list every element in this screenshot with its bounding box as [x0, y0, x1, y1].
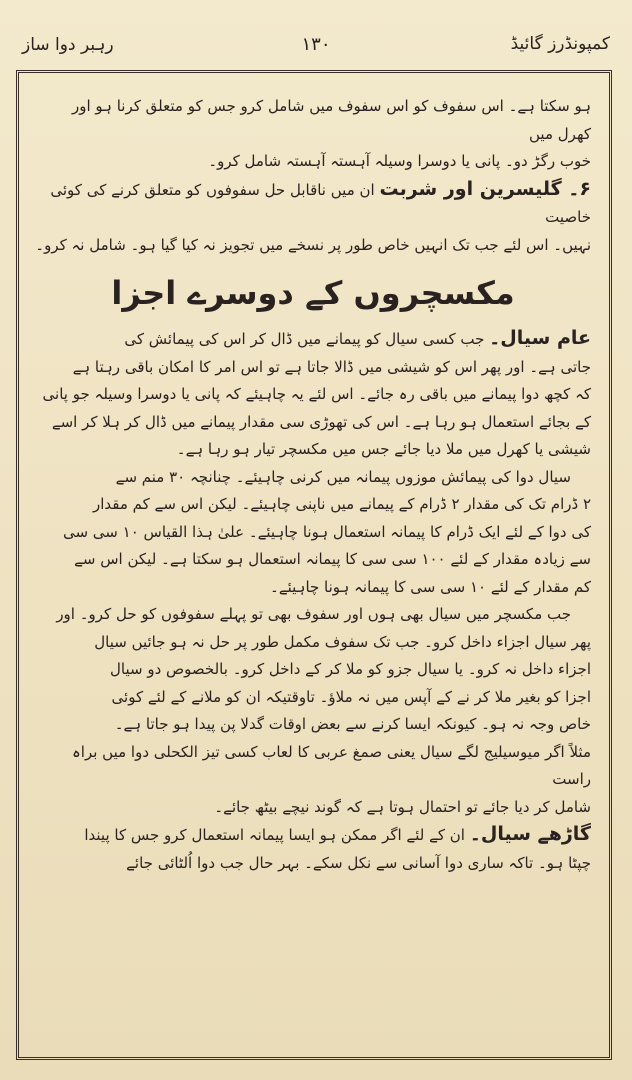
text-line — [35, 574, 591, 602]
text-line — [35, 850, 591, 878]
line-text: کے بجائے استعمال ہو رہا ہے۔ اس کی تھوڑی سی مقدار پیمانے میں ڈال کر ہلا کر اسے — [51, 412, 591, 431]
line-text: کہ کچھ دوا پیمانے میں باقی رہ جائے۔ اس لئے یہ چاہیئے کہ پانی یا دوسرا وسیلہ جو پانی — [42, 385, 591, 403]
book-title: کمپونڈرز گائیڈ — [510, 34, 610, 54]
text-line — [35, 794, 591, 822]
section-heading: مکسچروں کے دوسرے اجزا — [111, 274, 515, 312]
line-text: ان کے لئے اگر ممکن ہو ایسا پیمانہ استعمال کرو جس کا پیندا — [84, 826, 470, 844]
line-text: ان میں ناقابل حل سفوفوں کو متعلق کرنے کی کوئی خاصیت — [50, 180, 591, 226]
line-text: کم مقدار کے لئے ۱۰ سی سی کا پیمانہ ہونا چاہیئے۔ — [270, 577, 591, 596]
text-line — [35, 148, 591, 176]
text-line — [35, 491, 591, 519]
text-line — [35, 176, 591, 232]
text-line — [35, 684, 591, 712]
section-title: رہبر دوا ساز — [22, 35, 114, 55]
text-line — [35, 93, 591, 148]
text-line — [35, 464, 571, 492]
line-text: شامل کر دیا جائے تو احتمال ہوتا ہے کہ گوند نیچے بیٹھ جائے۔ — [214, 797, 591, 816]
line-text: شیشی یا کھرل میں ملا دیا جائے جس میں مکسچر تیار ہو رہا ہے۔ — [176, 440, 591, 458]
text-line — [35, 711, 591, 739]
line-text: سیال دوا کی پیمائش موزوں پیمانہ میں کرنی چاہیئے۔ چنانچہ ۳۰ منم سے — [115, 467, 571, 486]
line-text: سے زیادہ مقدار کے لئے ۱۰۰ سی سی کا پیمانہ استعمال ہو سکتا ہے۔ لیکن اس سے — [74, 550, 591, 568]
text-line — [35, 354, 591, 382]
term-label: عام سیال۔ — [489, 327, 591, 349]
text-line — [35, 656, 591, 684]
page-number: ۱۳۰ — [301, 34, 331, 55]
line-text: خاص وجہ نہ ہو۔ کیونکہ ایسا کرنے سے بعض اوقات گدلا پن پیدا ہو جاتا ہے۔ — [114, 715, 591, 733]
term-label: ۶۔ گلیسرین اور شربت — [379, 177, 591, 200]
text-line — [35, 232, 591, 260]
line-text: اجزا کو بغیر ملا کر نے کے آپس میں نہ ملاؤ۔ تاوقتیکہ ان کو ملانے کے لئے کوئی — [111, 687, 591, 706]
line-text: جاتی ہے۔ اور پھر اس کو شیشی میں ڈالا جاتا ہے تو اس امر کا امکان باقی رہتا ہے — [72, 357, 591, 376]
line-text: خوب رگڑ دو۔ پانی یا دوسرا وسیلہ آہستہ آہستہ شامل کرو۔ — [208, 152, 591, 170]
line-text: ہو سکتا ہے۔ اس سفوف کو اس سفوف میں شامل کرو جس کو متعلق کرنا ہو اور کھرل میں — [72, 97, 591, 143]
line-text: کی دوا کے لئے ایک ڈرام کا پیمانہ استعمال ہونا چاہیئے۔ علیٰ ہذا القیاس ۱۰ سی سی — [62, 522, 591, 541]
text-line — [35, 739, 591, 794]
line-text: مثلاً اگر میوسیلیج لگے سیال یعنی صمغ عربی کا لعاب کسی تیز الکحلی دوا میں براہ راست — [71, 742, 591, 788]
text-line — [35, 436, 591, 464]
line-text: ۲ ڈرام تک کی مقدار ۲ ڈرام کے پیمانے میں ناپنی چاہیئے۔ لیکن اس سے کم مقدار — [92, 495, 591, 513]
term-label: گاڑھے سیال۔ — [469, 823, 591, 845]
line-text: نہیں۔ اس لئے جب تک انہیں خاص طور پر نسخے میں تجویز نہ کیا گیا ہو۔ شامل نہ کرو۔ — [35, 235, 591, 254]
text-line — [35, 546, 591, 574]
text-line — [35, 629, 591, 657]
line-text: اجزاء داخل نہ کرو۔ یا سیال جزو کو ملا کر کے داخل کرو۔ بالخصوص دو سیال — [110, 660, 591, 678]
line-text: جب کسی سیال کو پیمانے میں ڈال کر اس کی پیمائش کی — [124, 330, 490, 348]
text-line — [35, 381, 591, 409]
text-line — [35, 325, 591, 354]
text-line — [35, 519, 591, 547]
text-line — [35, 821, 591, 850]
line-text: پھر سیال اجزاء داخل کرو۔ جب تک سفوف مکمل طور پر حل نہ ہو جائیں سیال — [94, 632, 591, 651]
text-frame — [16, 70, 612, 1060]
line-text: جب مکسچر میں سیال بھی ہوں اور سفوف بھی تو پہلے سفوفوں کو حل کرو۔ اور — [56, 605, 571, 623]
text-line — [35, 601, 571, 629]
page-header — [22, 34, 610, 58]
text-line — [35, 409, 591, 437]
body-text — [35, 93, 591, 877]
line-text: چپٹا ہو۔ تاکہ ساری دوا آسانی سے نکل سکے۔ بہر حال جب دوا اُلٹائی جائے — [126, 853, 591, 872]
